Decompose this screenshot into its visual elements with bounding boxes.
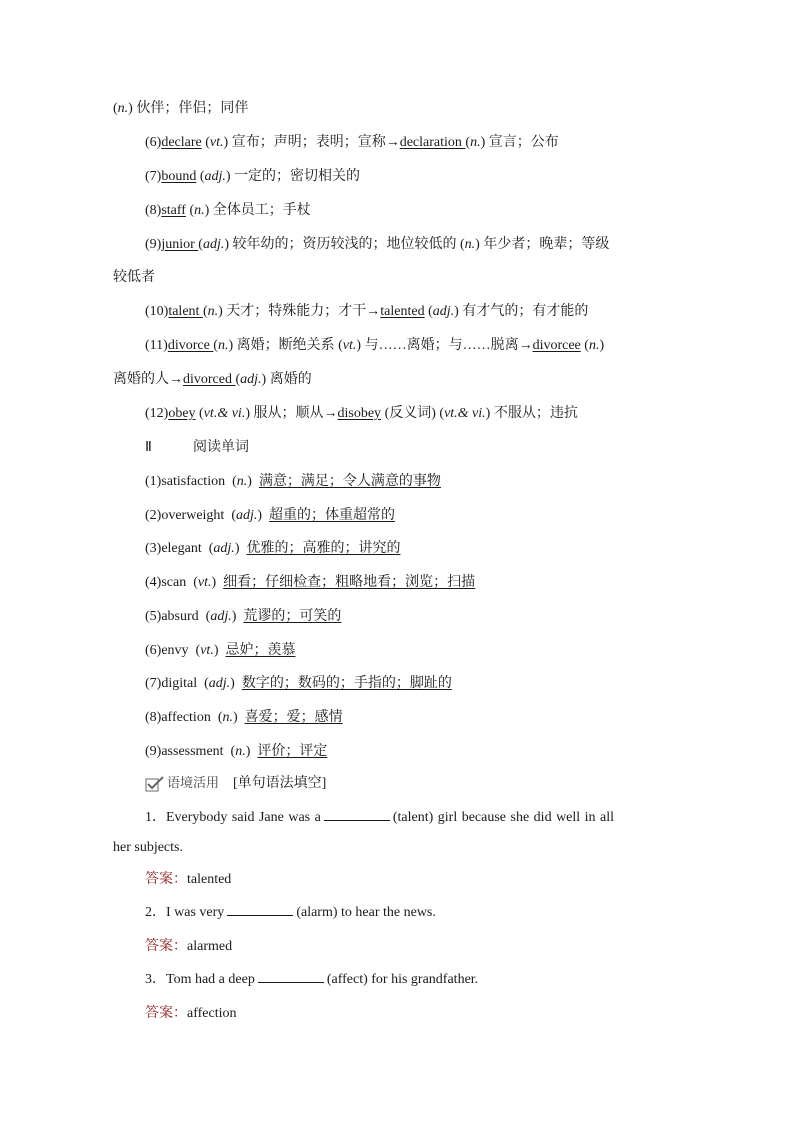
entry-12 bbox=[145, 404, 578, 424]
entry-8 bbox=[145, 201, 311, 221]
meaning-answer: 满意；满足；令人满意的事物 bbox=[258, 474, 441, 489]
paren: ) bbox=[213, 643, 226, 658]
part-of-speech: adj. bbox=[432, 304, 455, 319]
word-hint: (talent) bbox=[392, 810, 434, 825]
entry-9 bbox=[145, 235, 609, 255]
answer-2 bbox=[145, 937, 232, 957]
answer-3 bbox=[145, 1004, 237, 1024]
entry-number: (1) bbox=[145, 474, 162, 489]
question-text: Tom had a deep bbox=[166, 972, 255, 987]
vocab-word: obey bbox=[168, 406, 196, 421]
vocab-word: bound bbox=[161, 169, 197, 184]
part-of-speech: vt. bbox=[200, 643, 214, 658]
part-of-speech: vt. bbox=[197, 575, 212, 590]
vocab-word: junior bbox=[161, 237, 199, 252]
entry-number: (12) bbox=[145, 406, 169, 421]
derived-word: divorcee bbox=[532, 338, 581, 353]
entry-7 bbox=[145, 167, 360, 187]
paren: ) bbox=[257, 508, 270, 523]
section-numeral: Ⅱ bbox=[145, 440, 152, 455]
definition: 离婚的人→ bbox=[113, 372, 183, 387]
derived-word: declaration bbox=[399, 135, 466, 150]
answer-text: alarmed bbox=[187, 939, 233, 954]
paren: ( bbox=[580, 338, 589, 353]
vocab-word: satisfaction bbox=[161, 474, 226, 489]
definition: ) 天才；特殊能力；才干→ bbox=[218, 304, 381, 319]
part-of-speech: adj. bbox=[213, 541, 235, 556]
question-text: Everybody said Jane was a bbox=[166, 810, 321, 825]
question-number: 2． bbox=[145, 905, 166, 920]
meaning-answer: 荒谬的；可笑的 bbox=[243, 609, 342, 624]
derived-word: divorced bbox=[183, 372, 236, 387]
entry-5-continuation bbox=[113, 99, 248, 119]
meaning-answer: 评价；评定 bbox=[257, 744, 328, 759]
word-hint: (affect) bbox=[326, 972, 368, 987]
paren: ) bbox=[245, 744, 258, 759]
definition: (反义词) ( bbox=[381, 406, 445, 421]
question-number: 1． bbox=[145, 810, 166, 825]
part-of-speech: vt. bbox=[209, 135, 224, 150]
vocab-word: elegant bbox=[161, 541, 202, 556]
vocab-word: declare bbox=[161, 135, 202, 150]
entry-number: (3) bbox=[145, 541, 162, 556]
paren: ( bbox=[224, 508, 236, 523]
part-of-speech: n. bbox=[217, 338, 229, 353]
reading-word-item bbox=[145, 607, 341, 627]
answer-label: 答案： bbox=[145, 1006, 187, 1021]
part-of-speech: n. bbox=[207, 304, 219, 319]
reading-word-item bbox=[145, 708, 343, 728]
paren: ( bbox=[465, 135, 471, 150]
part-of-speech: adj. bbox=[210, 609, 232, 624]
paren: ( bbox=[202, 304, 208, 319]
definition: ) 离婚；断绝关系 ( bbox=[228, 338, 343, 353]
entry-number: (7) bbox=[145, 676, 162, 691]
vocab-word: overweight bbox=[161, 508, 225, 523]
practice-label: 语境活用 bbox=[167, 775, 220, 790]
entry-number: (6) bbox=[145, 643, 162, 658]
paren: ) bbox=[231, 609, 244, 624]
practice-header bbox=[145, 773, 326, 794]
answer-blank[interactable] bbox=[258, 970, 324, 983]
paren: ( bbox=[196, 169, 205, 184]
part-of-speech: n. bbox=[588, 338, 600, 353]
part-of-speech: adj. bbox=[204, 169, 226, 184]
part-of-speech: adj. bbox=[235, 508, 258, 523]
paren: ( bbox=[235, 372, 241, 387]
vocab-word: talent bbox=[168, 304, 203, 319]
definition: ) 宣布；声明；表明；宣称→ bbox=[223, 135, 400, 150]
paren: ) bbox=[599, 338, 605, 353]
paren: ( bbox=[201, 541, 214, 556]
answer-label: 答案： bbox=[145, 939, 187, 954]
paren: ) bbox=[233, 710, 245, 725]
paren: ( bbox=[195, 406, 204, 421]
part-of-speech: n. bbox=[236, 474, 248, 489]
definition: ) 伙伴；伴侣；同伴 bbox=[128, 101, 249, 116]
reading-word-item bbox=[145, 539, 400, 559]
entry-number: (7) bbox=[145, 169, 162, 184]
meaning-answer: 优雅的；高雅的；讲究的 bbox=[246, 541, 401, 556]
meaning-answer: 超重的；体重超常的 bbox=[269, 508, 396, 523]
paren: ( bbox=[197, 676, 209, 691]
part-of-speech: adj. bbox=[240, 372, 262, 387]
definition: ) 宣言；公布 bbox=[480, 135, 559, 150]
entry-number: (10) bbox=[145, 304, 169, 319]
definition: ) 有才气的；有才能的 bbox=[454, 304, 589, 319]
paren: ) bbox=[247, 474, 259, 489]
question-number: 3． bbox=[145, 972, 166, 987]
entry-number: (4) bbox=[145, 575, 162, 590]
paren: ) bbox=[211, 575, 224, 590]
paren: ( bbox=[185, 203, 195, 218]
entry-6 bbox=[145, 133, 559, 153]
question-text: I was very bbox=[166, 905, 225, 920]
reading-word-item bbox=[145, 742, 327, 762]
answer-blank[interactable] bbox=[227, 903, 293, 916]
question-2 bbox=[145, 903, 436, 923]
answer-label: 答案： bbox=[145, 872, 187, 887]
vocab-word: digital bbox=[161, 676, 198, 691]
part-of-speech: n. bbox=[464, 237, 476, 252]
reading-word-item bbox=[145, 573, 475, 593]
entry-number: (5) bbox=[145, 609, 162, 624]
paren: ( bbox=[198, 237, 203, 252]
reading-word-item bbox=[145, 641, 296, 661]
entry-number: (8) bbox=[145, 710, 162, 725]
definition: ) 全体员工；手杖 bbox=[204, 203, 311, 218]
definition: ) 与……离婚；与……脱离→ bbox=[356, 338, 533, 353]
reading-word-item bbox=[145, 674, 452, 694]
paren: ) bbox=[230, 676, 242, 691]
paren: ( bbox=[213, 338, 218, 353]
part-of-speech: n. bbox=[470, 135, 481, 150]
definition: ) 离婚的 bbox=[261, 372, 312, 387]
word-hint: (alarm) bbox=[296, 905, 338, 920]
answer-text: talented bbox=[187, 872, 232, 887]
answer-1 bbox=[145, 870, 231, 890]
vocab-word: affection bbox=[161, 710, 211, 725]
derived-word: talented bbox=[380, 304, 425, 319]
reading-word-item bbox=[145, 472, 441, 492]
vocab-word: assessment bbox=[161, 744, 224, 759]
paren: ( bbox=[225, 474, 237, 489]
part-of-speech: vt. bbox=[342, 338, 357, 353]
paren: ( bbox=[113, 101, 118, 116]
question-text: to hear the news. bbox=[337, 905, 436, 920]
paren: ( bbox=[188, 643, 201, 658]
answer-blank[interactable] bbox=[324, 808, 390, 821]
vocab-word: scan bbox=[161, 575, 187, 590]
part-of-speech: n. bbox=[235, 744, 246, 759]
definition: ) 服从；顺从→ bbox=[245, 406, 338, 421]
paren: ( bbox=[198, 609, 211, 624]
paren: ( bbox=[223, 744, 236, 759]
entry-number: (6) bbox=[145, 135, 162, 150]
entry-11 bbox=[145, 336, 604, 356]
definition: ) 不服从；违抗 bbox=[485, 406, 578, 421]
antonym-word: disobey bbox=[337, 406, 382, 421]
vocab-word: staff bbox=[161, 203, 186, 218]
question-3 bbox=[145, 970, 478, 990]
practice-title: [单句语法填空] bbox=[233, 776, 327, 791]
meaning-answer: 喜爱；爱；感情 bbox=[244, 710, 343, 725]
part-of-speech: n. bbox=[194, 203, 205, 218]
question-text: girl because she did well in all bbox=[433, 810, 615, 825]
section-heading bbox=[145, 438, 249, 458]
definition: ) 年少者；晚辈；等级 bbox=[475, 237, 610, 252]
paren: ( bbox=[186, 575, 198, 590]
entry-number: (8) bbox=[145, 203, 162, 218]
definition: ) 较年幼的；资历较浅的；地位较低的 ( bbox=[224, 237, 465, 252]
vocab-word: absurd bbox=[161, 609, 199, 624]
paren: ( bbox=[210, 710, 223, 725]
entry-9-continuation: 较低者 bbox=[113, 270, 155, 285]
paren: ) bbox=[234, 541, 247, 556]
part-of-speech: adj. bbox=[208, 676, 231, 691]
entry-number: (9) bbox=[145, 744, 162, 759]
entry-10 bbox=[145, 302, 588, 322]
part-of-speech: n. bbox=[117, 101, 129, 116]
entry-number: (9) bbox=[145, 237, 162, 252]
question-1-continuation: her subjects. bbox=[113, 840, 183, 855]
meaning-answer: 忌妒；羡慕 bbox=[225, 643, 296, 658]
section-title: 阅读单词 bbox=[193, 440, 249, 455]
part-of-speech: n. bbox=[222, 710, 233, 725]
entry-11-continuation bbox=[113, 370, 312, 390]
paren: ( bbox=[424, 304, 433, 319]
entry-number: (2) bbox=[145, 508, 162, 523]
definition: ) 一定的；密切相关的 bbox=[225, 169, 361, 184]
part-of-speech: vt.& vi. bbox=[444, 406, 486, 421]
part-of-speech: adj. bbox=[202, 237, 225, 252]
meaning-answer: 数字的；数码的；手指的；脚趾的 bbox=[241, 676, 452, 691]
reading-word-item bbox=[145, 506, 395, 526]
vocab-word: envy bbox=[161, 643, 189, 658]
entry-number: (11) bbox=[145, 338, 168, 353]
part-of-speech: vt.& vi. bbox=[203, 406, 246, 421]
paren: ( bbox=[201, 135, 210, 150]
question-text: for his grandfather. bbox=[367, 972, 479, 987]
vocab-word: divorce bbox=[167, 338, 214, 353]
question-1 bbox=[145, 808, 614, 828]
meaning-answer: 细看；仔细检查；粗略地看；浏览；扫描 bbox=[223, 575, 476, 590]
answer-text: affection bbox=[187, 1006, 237, 1021]
checkbox-pen-icon bbox=[145, 775, 165, 793]
